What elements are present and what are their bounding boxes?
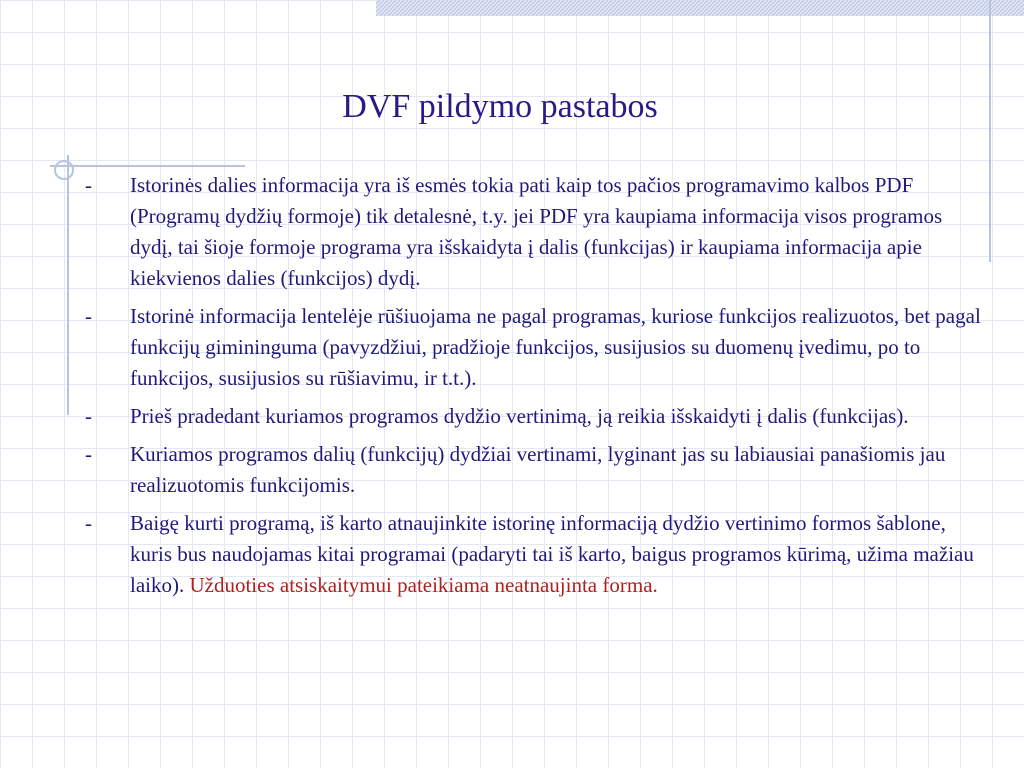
list-item bbox=[80, 301, 986, 394]
list-item bbox=[80, 170, 986, 294]
bullet-dash: - bbox=[85, 511, 92, 535]
bullet-dash: - bbox=[85, 442, 92, 466]
corner-ring bbox=[55, 161, 73, 179]
highlight-text: Užduoties atsiskaitymui pateikiama neatnaujinta forma. bbox=[189, 573, 658, 597]
list-item bbox=[80, 439, 986, 501]
list-item bbox=[80, 508, 986, 601]
bullet-list bbox=[80, 170, 986, 608]
list-item bbox=[80, 401, 986, 432]
list-item-text: Kuriamos programos dalių (funkcijų) dydžiai vertinami, lyginant jas su labiausiai panašiomis jau realizuotomis funkcijomis. bbox=[130, 442, 946, 497]
bullet-dash: - bbox=[85, 173, 92, 197]
top-right-hatch-band bbox=[376, 0, 1024, 16]
list-item-text: Prieš pradedant kuriamos programos dydžio vertinimą, ją reikia išskaidyti į dalis (funkcijas). bbox=[130, 404, 909, 428]
bullet-dash: - bbox=[85, 304, 92, 328]
bullet-dash: - bbox=[85, 404, 92, 428]
list-item-text: Baigę kurti programą, iš karto atnaujinkite istorinę informaciją dydžio vertinimo formos šablone, kuris bus naudojamas kitai programai (padaryti tai iš karto, baigus programos kūrimą, užima mažiau laiko). bbox=[130, 511, 974, 597]
list-item-text: Istorinės dalies informacija yra iš esmės tokia pati kaip tos pačios programavimo kalbos PDF (Programų dydžių formoje) tik detalesnė, t.y. jei PDF yra kaupiama informacija visos programos dydį, tai šioje formoje programa yra išskaidyta į dalis (funkcijas) ir kaupiama informacija apie kiekvienos dalies (funkcijos) dydį. bbox=[130, 173, 943, 290]
list-item-text: Istorinė informacija lentelėje rūšiuojama ne pagal programas, kuriose funkcijos realizuotos, bet pagal funkcijų gimininguma (pavyzdžiui, pradžioje funkcijos, susijusios su duomenų įvedimu, po to funkcijos, susijusios su rūšiavimu, ir t.t.). bbox=[130, 304, 981, 390]
slide-title: DVF pildymo pastabos bbox=[342, 88, 658, 125]
